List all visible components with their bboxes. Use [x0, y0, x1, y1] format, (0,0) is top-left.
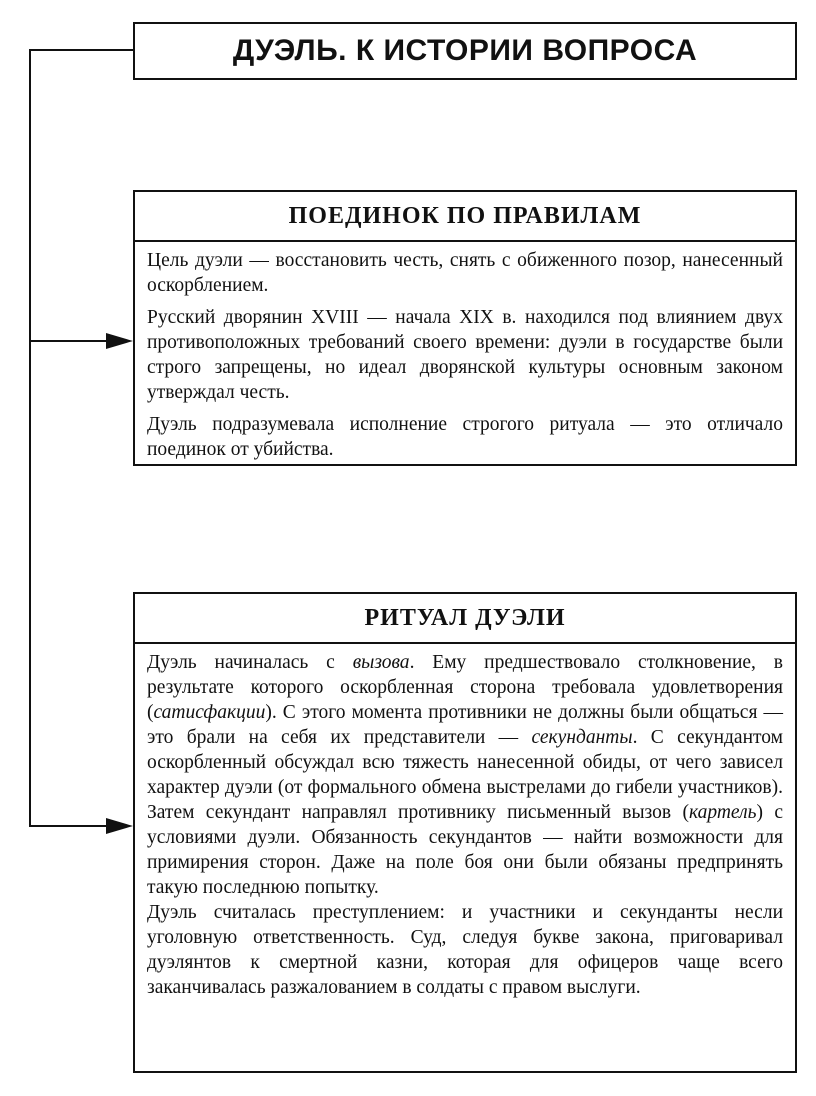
title-box: [133, 22, 797, 80]
block-fair-duel-body: [135, 242, 795, 470]
block-duel-ritual-body: [135, 644, 795, 1008]
term-seconds: секунданты: [531, 727, 633, 748]
block-duel-ritual: [133, 592, 797, 1073]
text-run: ). С этого момента противники не должны были общаться — это брали на себя их представители —: [147, 702, 783, 748]
page-title: ДУЭЛЬ. К ИСТОРИИ ВОПРОСА: [232, 34, 698, 67]
term-satisfaction: сатисфакции: [153, 702, 266, 723]
block-fair-duel-heading: ПОЕДИНОК ПО ПРАВИЛАМ: [288, 202, 642, 229]
block-duel-ritual-heading: РИТУАЛ ДУЭЛИ: [364, 604, 566, 631]
block-fair-duel: [133, 190, 797, 466]
text-run: ) с условиями дуэли. Обязанность секундантов — найти возможности для примирения сторон. Даже на поле боя они были обязаны предпринять такую последнюю попытку.: [147, 802, 783, 898]
paragraph-crime: Дуэль считалась преступлением: и участники и секунданты несли уголовную ответственность. Суд, следуя букве закона, приговаривал дуэлянтов к смертной казни, которая для офицеров чаще всего заканчивалась разжалованием в солдаты с правом выслуги.: [147, 902, 783, 998]
block-duel-ritual-header: [135, 594, 795, 644]
arrow-head-1: [106, 333, 133, 349]
text-run: Дуэль начиналась с: [147, 652, 353, 673]
paragraph-ritual: Дуэль подразумевала исполнение строгого ритуала — это отличало поединок от убийства.: [147, 414, 783, 460]
term-challenge: вызова: [352, 652, 410, 673]
paragraph-challenge: [147, 650, 783, 900]
paragraph-nobleman: Русский дворянин XVIII — начала XIX в. находился под влиянием двух противоположных требований своего времени: дуэли в государстве были строго запрещены, но идеал дворянской культуры основным законом утверждал честь.: [147, 307, 783, 403]
block-fair-duel-header: [135, 192, 795, 242]
text-run: . Ему предшествовало столкновение, в результате которого оскорбленная сторона требовала удовлетворения (: [147, 652, 783, 723]
arrow-head-2: [106, 818, 133, 834]
paragraph-goal: Цель дуэли — восстановить честь, снять с обиженного позор, нанесенный оскорблением.: [147, 250, 783, 296]
term-cartel: картель: [688, 802, 757, 823]
text-run: . С секундантом оскорбленный обсуждал всю тяжесть нанесенной обиды, от чего зависел характер дуэли (от формального обмена выстрелами до гибели участников). Затем секундант направлял противнику письменный вызов (: [147, 727, 783, 823]
